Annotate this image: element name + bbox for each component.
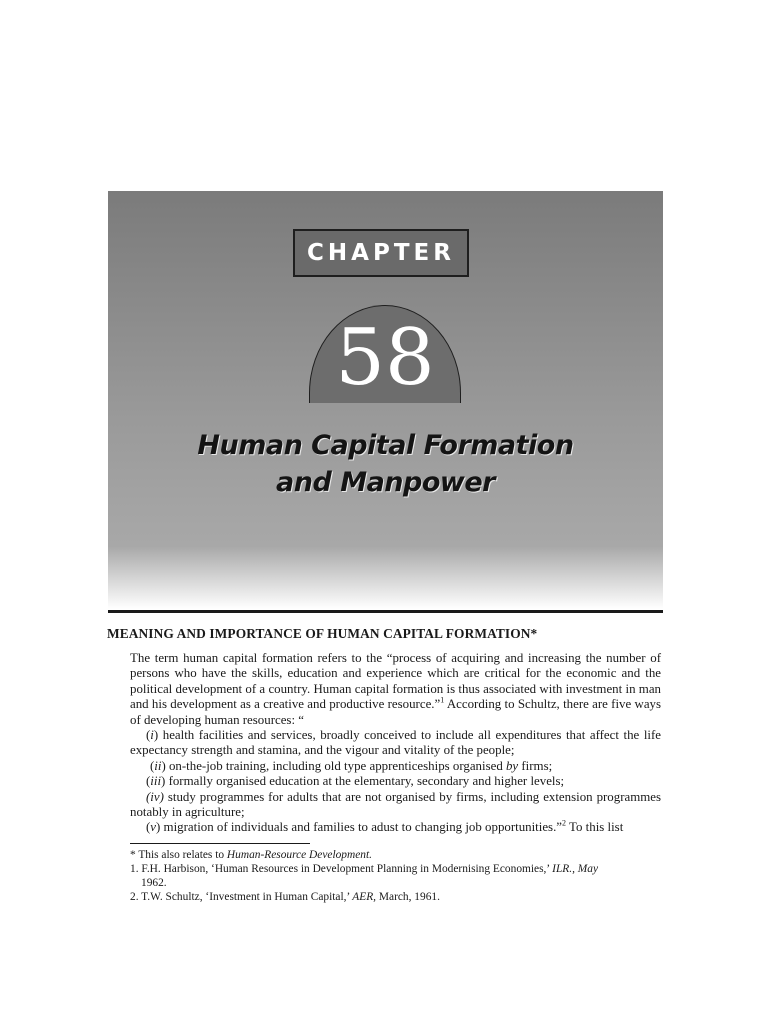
intro-tail: According to Schultz, there are five ways of developing human resources: “ (130, 697, 662, 727)
body-text (130, 651, 661, 836)
item-marker: i (150, 728, 154, 743)
footnote-2-text: 2. T.W. Schultz, ‘Investment in Human Capital,’ (130, 891, 353, 903)
intro-paragraph (130, 651, 661, 728)
item-marker: ii (154, 758, 162, 773)
item-text: health facilities and services, broadly conceived to include all expenditures that affect the life expectancy strength and stamina, and the vigour and vitality of the people; (130, 728, 661, 758)
list-item: (v) migration of individuals and families to adust to changing job opportunities.”$^2$ To this list (146, 819, 624, 835)
footnote-1-emphasis: ILR., May (552, 863, 599, 875)
intro-text: The term human capital formation refers to the “process of acquiring and increasing the number of persons who have the skills, education and experience which are critical for the economic and the political development of a country. Human capital formation is thus associated with investment in man and his development as a creative and productive resource.” (130, 651, 661, 712)
footnote-star-emphasis: Human-Resource Development. (226, 849, 372, 861)
section-heading: MEANING AND IMPORTANCE OF HUMAN CAPITAL FORMATION* (107, 626, 538, 641)
item-text: on-the-job training, including old type apprenticeships organised (165, 758, 506, 773)
footnote-ref-2: 2 (562, 819, 567, 829)
list-item: (ii) on-the-job training, including old type apprenticeships organised by firms; (150, 758, 553, 773)
chapter-number: 58 (309, 305, 461, 403)
item-text: formally organised education at the elementary, secondary and higher levels; (165, 774, 565, 789)
list-item (130, 790, 661, 821)
chapter-title-line2: and Manpower (276, 467, 495, 498)
footnote-divider (130, 843, 310, 844)
item-marker: (iv) (146, 789, 164, 804)
footnote-2-emphasis: AER, (352, 891, 377, 903)
item-text-tail: firms; (518, 758, 553, 773)
list-item: (iii) formally organised education at the elementary, secondary and higher levels; (146, 774, 565, 789)
item-text: migration of individuals and families to adust to changing job opportunities.” (160, 820, 563, 835)
item-text-tail: To this list (566, 820, 624, 835)
chapter-label: CHAPTER (293, 229, 469, 277)
item-text: study programmes for adults that are not organised by firms, including extension programmes notably in agriculture; (130, 789, 661, 820)
footnotes (130, 848, 661, 904)
item-marker: iii (150, 774, 162, 789)
footnote-2-tail: March, 1961. (376, 891, 440, 903)
section-divider (108, 610, 663, 613)
chapter-banner (108, 191, 663, 609)
footnote-star-text: * This also relates to (130, 849, 227, 861)
footnote-star (130, 848, 661, 862)
footnote-2 (130, 890, 661, 904)
item-emphasis: by (505, 758, 519, 773)
chapter-title (108, 427, 663, 501)
item-marker: v (150, 820, 157, 835)
footnote-ref-1: 1 (440, 695, 445, 705)
footnote-1-continuation: 1962. (141, 877, 167, 889)
chapter-title-line1: Human Capital Formation (197, 430, 574, 461)
footnote-1 (130, 862, 661, 876)
footnote-1-text: 1. F.H. Harbison, ‘Human Resources in Development Planning in Modernising Economies,’ (130, 863, 553, 875)
list-item: (i) health facilities and services, broadly conceived to include all expenditures that affect the life expectancy strength and stamina, and the vigour and vitality of the people; (130, 728, 661, 758)
